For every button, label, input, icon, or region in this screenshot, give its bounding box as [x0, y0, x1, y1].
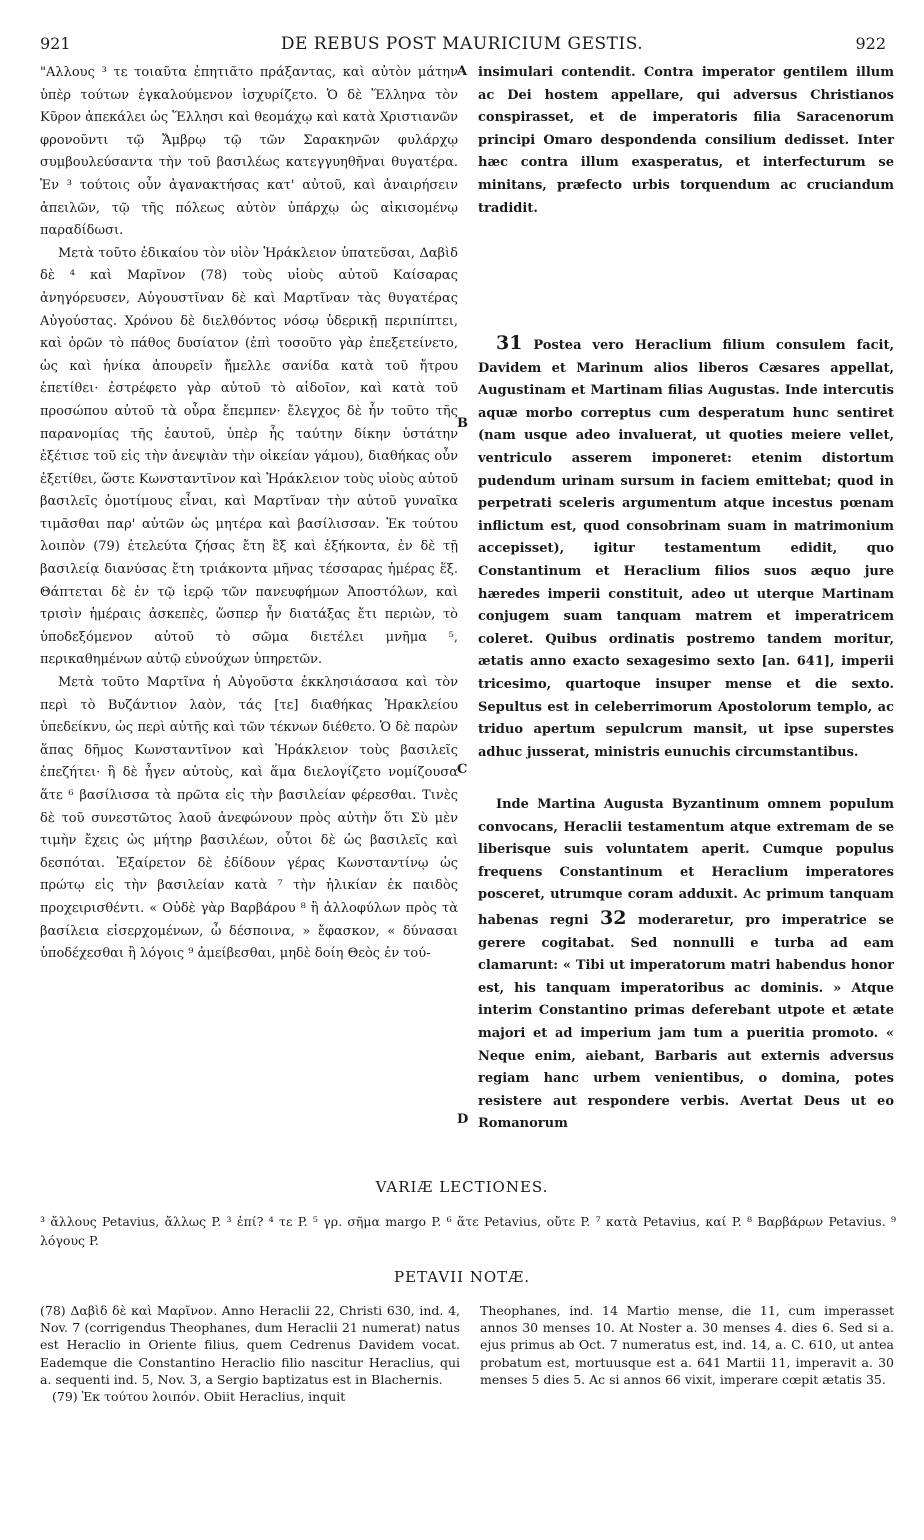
section-number-31: 31 [496, 332, 523, 354]
margin-marker-a: A [457, 64, 468, 79]
variae-lectiones-text: ³ ἄλλους Petavius, ἄλλως P. ³ ἐπί? ⁴ τε P. ⁵ γρ. σῆμα margo P. ⁶ ἅτε Petavius, οὔτε P. ⁷ κατὰ Petavius, καί P. ⁸ Βαρβάρων Petavius. ⁹ λόγους P. [40, 1214, 896, 1248]
latin-paragraph-text: moderaretur, pro imperatrice se gerere cogitabat. Sed nonnulli e turba ad eam clamarunt: « Tibi ut imperatorum matri habendus honor est, his tanquam imperatoribus ac dominis. » Atque interim Constantino primas deferebant utpote et ætate majori et ad imperium jam tum a pueritia promoto. « Neque enim, aiebant, Barbaris aut externis adversus regiam hanc urbem venientibus, o domina, potes resistere aut respondere verbis. Avertat Deus ut eo Romanorum [478, 912, 895, 1132]
note-79-continued: Theophanes, ind. 14 Martio mense, die 11, cum imperasset annos 30 menses 10. At Noster a. 30 menses 4. dies 6. Sed si a. ejus primus ab Oct. 7 numeratus est, ind. 14, a. C. 610, ut antea probatum est, mortuusque est a. 641 Martii 11, imperavit a. 30 menses 5 dies 5. Ac si annos 66 vixit, imperare cœpit ætatis 35. [480, 1303, 894, 1387]
running-header [0, 34, 924, 56]
greek-column [40, 62, 458, 966]
margin-marker-c: C [457, 762, 468, 777]
note-79: (79) Ἐκ τούτου λοιπόν. Obiit Heraclius, inquit [52, 1389, 346, 1405]
latin-paragraph-text: Postea vero Heraclium filium consulem facit, Davidem et Marinum alios liberos Cæsares appellat, Augustinam et Martinam filias Augustas. Inde intercutis aquæ morbo correptus cum desperatum hunc sentiret (nam usque adeo invaluerat, ut quoties meiere vellet, ventriculo asserem imponeret: etenim distortum pudendum urinam sursum in faciem emittebat; quod in perpetrati sceleris argumentum atque incestus pœnam inflictum est, quod consobrinam suam in matrimonium accepisset), igitur testamentum edidit, quo Constantinum et Heraclium filios suos æquo jure hæredes imperii constituit, adeo ut uterque Martinam conjugem suam tanquam matrem et imperatricem coleret. Quibus ordinatis postremo tandem moritur, ætatis anno exacto sexagesimo sexto [an. 641], imperii tricesimo, quartoque insuper mense et die sexto. Sepultus est in celeberrimorum Apostolorum templo, ac triduo apertum sepulcrum mansit, ut ipse superstes adhuc jusserat, ministris eunuchis circumstantibus. [478, 338, 895, 760]
margin-marker-b: B [457, 416, 468, 431]
note-78: (78) Δαβὶδ δὲ καὶ Μαρῖνον. Anno Heraclii 22, Christi 630, ind. 4, Nov. 7 (corrigendus Theophanes, dum Heraclii 21 numerat) natus est Heraclio in Oriente filius, quem Cedrenus Davidem vocat. Eademque die Constantino Heraclio filio nascitur Heraclius, qui a. sequenti ind. 5, Nov. 3, a Sergio baptizatus est in Blachernis. [40, 1303, 460, 1387]
greek-paragraph: Μετὰ τοῦτο Μαρτῖνα ἡ Αὐγοῦστα ἐκκλησιάσασα καὶ τὸν περὶ τὸ Βυζάντιον λαὸν, τάς [τε] διαθήκας Ἡρακλείου ὑπεδείκνυ, ὡς περὶ αὐτῆς καὶ τῶν τέκνων διέθετο. Ὁ δὲ παρὼν ἅπας δῆμος Κωνσταντῖνον καὶ Ἡράκλειον τοὺς βασιλεῖς ἐπεζήτει· ἢ δὲ ἦγεν αὐτοὺς, καὶ ἅμα διελογίζετο νομίζουσα ἅτε ⁶ βασίλισσα τὰ πρῶτα εἰς τὴν βασιλείαν φέρεσθαι. Τινὲς δὲ τοῦ συνεστῶτος λαοῦ ἀνεφώνουν πρὸς αὐτὴν ὅτι Σὺ μὲν τιμὴν ἔχεις ὡς μήτηρ βασιλέων, οὗτοι δὲ ὡς βασιλεῖς καὶ δεσπόται. Ἐξαίρετον δὲ ἐδίδουν γέρας Κωνσταντίνῳ ὡς πρώτῳ εἰς τὴν βασιλείαν κατὰ ⁷ τὴν ἡλικίαν ἐκ παιδὸς προχειρισθέντι. « Οὐδὲ γὰρ Βαρβάρου ⁸ ἢ ἀλλοφύλων πρὸς τὰ βασίλεια εἰσερχομένων, ὦ δέσποινα, » ἔφασκον, « δύνασαι ὑποδέχεσθαι ἢ λόγοις ⁹ ἀμείβεσθαι, μηδὲ δοίη Θεὸς ἐν τού- [40, 675, 458, 962]
page-number-right: 922 [855, 34, 886, 53]
greek-paragraph: "Αλλους ³ τε τοιαῦτα ἐπητιᾶτο πράξαντας, καὶ αὐτὸν μάτην ὑπὲρ τούτων ἐγκαλούμενον ἰσχυρίζετο. Ὁ δὲ Ἕλληνα τὸν Κῦρον ἀπεκάλει ὡς Ἕλλησι καὶ θεομάχῳ καὶ κατὰ Χριστιανῶν φρονοῦντι τῷ Ἄμβρῳ τῷ τῶν Σαρακηνῶν φυλάρχῳ συμβουλεύσαντα τὴν τοῦ βασιλέως κατεγγυηθῆναι θυγατέρα. Ἐν ³ τούτοις οὖν ἀγανακτήσας κατ' αὐτοῦ, καὶ ἀναιρήσειν ἀπειλῶν, τῷ τῆς πόλεως αὐτὸν ὑπάρχῳ ὡς αἰκισομένῳ παραδίδωσι. [40, 65, 458, 239]
petavii-notae-heading: PETAVII NOTÆ. [394, 1268, 530, 1286]
latin-paragraph-text: Inde Martina Augusta Byzantinum omnem populum convocans, Heraclii testamentum atque extremam de se liberisque suis voluntatem aperit. Cumque populus frequens Constantinum et Heraclium imperatores posceret, utrumque coram adduxit. Ac primum tanquam habenas regni [478, 797, 894, 928]
latin-paragraph: insimulari contendit. Contra imperator gentilem illum ac Dei hostem appellare, qui adversus Christianos conspirasset, et de imperatoris filia Saracenorum principi Omaro despondenda consilium dedisset. Inter hæc contra illum exasperatus, et interfecturum se minitans, præfecto urbis torquendum ac cruciandum tradidit. [478, 65, 894, 216]
notes-left-column [40, 1302, 460, 1405]
running-title: DE REBUS POST MAURICIUM GESTIS. [280, 34, 644, 54]
notes-right-column [480, 1302, 894, 1388]
variae-lectiones-heading: VARIÆ LECTIONES. [375, 1178, 549, 1196]
greek-paragraph: Μετὰ τοῦτο ἐδικαίου τὸν υἱὸν Ἡράκλειον ὑπατεῦσαι, Δαβὶδ δὲ ⁴ καὶ Μαρῖνον (78) τοὺς υἱοὺς αὐτοῦ Καίσαρας ἀνηγόρευσεν, Αὐγουστῖναν δὲ καὶ Μαρτῖναν τὰς θυγατέρας Αὐγούστας. Χρόνου δὲ διελθόντος νόσῳ ὑδερικῇ περιπίπτει, καὶ ὁρῶν τὸ πάθος δυσίατον (ἐπὶ τοσοῦτο γὰρ ἐπεξετείνετο, ὡς καὶ ἡνίκα ἀπουρεῖν ἤμελλε σανίδα κατὰ τοῦ ἤτρου ἐπετίθει· ἐστρέφετο γὰρ αὐτοῦ τὸ αἰδοῖον, καὶ κατὰ τοῦ προσώπου αὐτοῦ τὰ οὖρα ἔπεμπεν· ἔλεγχος δὲ ἦν τοῦτο τῆς παρανομίας τῆς ἑαυτοῦ, ὑπὲρ ἧς ταύτην δίκην ὑστάτην ἐξέτισε τοῦ εἰς τὴν ἀνεψιὰν τὴν οἰκείαν γάμου), διαθήκας οὖν ἐξετίθει, ὥστε Κωνσταντῖνον καὶ Ἡράκλειον τοὺς υἱοὺς αὐτοῦ βασιλεῖς ὁμοτίμους εἶναι, καὶ Μαρτῖναν τὴν αὐτοῦ γυναῖκα τιμᾶσθαι παρ' αὐτῶν ὡς μητέρα καὶ βασίλισσαν. Ἐκ τούτου λοιπὸν (79) ἐτελεύτα ζήσας ἔτη ἓξ καὶ ἑξήκοντα, ἐν δὲ τῇ βασιλείᾳ διανύσας ἔτη τριάκοντα μῆνας τέσσαρας ἡμέρας ἕξ. Θάπτεται δὲ ἐν τῷ ἱερῷ τῶν πανευφήμων Ἀποστόλων, καὶ τρισὶν ἡμέραις ἀσκεπὲς, ὥσπερ ἦν διατάξας ἔτι περιὼν, τὸ ὑποδεξόμενον αὐτοῦ τὸ σῶμα διετέλει μνῆμα ⁵, περικαθημένων αὐτῷ εὐνούχων ὑπηρετῶν. [40, 245, 458, 668]
margin-marker-d: D [457, 1112, 469, 1127]
section-number-32: 32 [600, 906, 627, 929]
latin-paragraph [478, 332, 894, 764]
page-number-left: 921 [40, 34, 71, 53]
latin-paragraph [478, 794, 894, 1136]
